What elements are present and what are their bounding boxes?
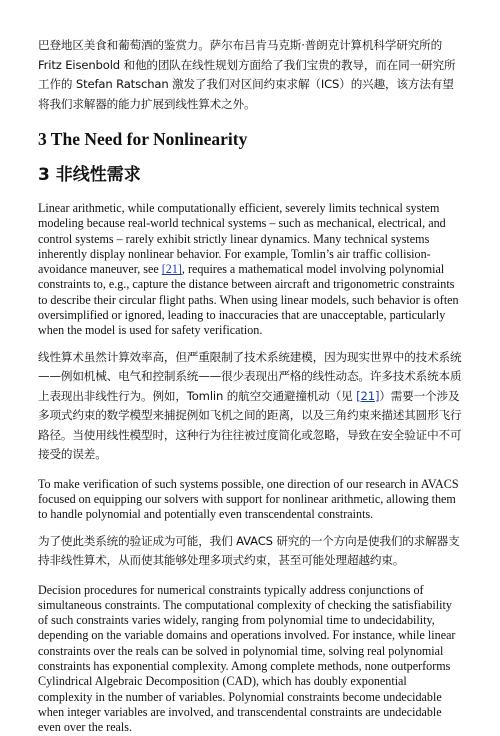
paragraph-text: Linear arithmetic, while computationally efficient, severely limits technical system modeling because real-world technical systems – such as mechanical, electrical, and control systems – rarely exhibit strictly linear dynamics. Many technical systems inherently display nonlinear behavior. For example, Tomlin’s air traffic collision-avoidance maneuver, see [38,201,446,277]
citation-link-21-zh[interactable]: [21] [356,388,380,403]
document-page [38,36,462,736]
intro-paragraph-zh: 巴登地区美食和葡萄酒的鉴赏力。萨尔布吕肯马克斯·普朗克计算机科学研究所的 Fritz Eisenbold 和他的团队在线性规划方面给了我们宝贵的教导，而在同一研究所工作的 Stefan Ratschan 激发了我们对区间约束求解（ICS）的兴趣，该方法有望将我们求解器的能力扩展到线性算术之外。 [38,38,456,111]
section-heading-en: 3 The Need for Nonlinearity [38,129,248,149]
paragraph-verification-en: To make verification of such systems possible, one direction of our research in AVACS focused on equipping our solvers with support for nonlinear arithmetic, allowing them to handle polynomial and potentially even transcendental constraints. [38,476,459,522]
citation-link-21[interactable]: [21] [161,262,182,277]
section-heading-zh: 3 非线性需求 [38,165,141,185]
paragraph-text: , requires a mathematical model involving polynomial constraints to, e.g., capture the distance between aircraft and trigonometric constraints to describe their circular flight paths. When using linear models, such behavior is often oversimplified or ignored, leading to inaccuracies that are unacceptable, particularly when the model is used for safety verification. [38,262,459,338]
paragraph-text: 线性算术虽然计算效率高，但严重限制了技术系统建模，因为现实世界中的技术系统——例如机械、电气和控制系统——很少表现出严格的线性动态。许多技术系统本质上表现出非线性行为。例如，Tomlin 的航空交通避撞机动（见 [38,349,462,403]
paragraph-linear-arithmetic-zh [38,348,462,465]
paragraph-verification-zh: 为了使此类系统的验证成为可能，我们 AVACS 研究的一个方向是使我们的求解器支持非线性算术，从而使其能够处理多项式约束，甚至可能处理超越约束。 [38,533,460,568]
paragraph-decision-procedures-en: Decision procedures for numerical constraints typically address conjunctions of simultaneous constraints. The computational complexity of checking the satisfiability of such constraints varies widely, ranging from polynomial time to undecidability, depending on the variable domains and operations involved. For instance, while linear constraints over the reals can be solved in polynomial time, solving real polynomial constraints has exponential complexity. Among complete methods, none outperforms Cylindrical Algebraic Decomposition (CAD), which has doubly exponential complexity in the number of variables. Polynomial constraints become undecidable when integer variables are involved, and transcendental constraints are undecidable even over the reals. [38,582,456,735]
paragraph-text: ）需要一个涉及多项式约束的数学模型来捕捉例如飞机之间的距离，以及三角约束来描述其圆形飞行路径。当使用线性模型时，这种行为往往被过度简化或忽略，导致在安全验证中不可接受的误差。 [38,388,462,462]
paragraph-linear-arithmetic-en [38,201,462,339]
